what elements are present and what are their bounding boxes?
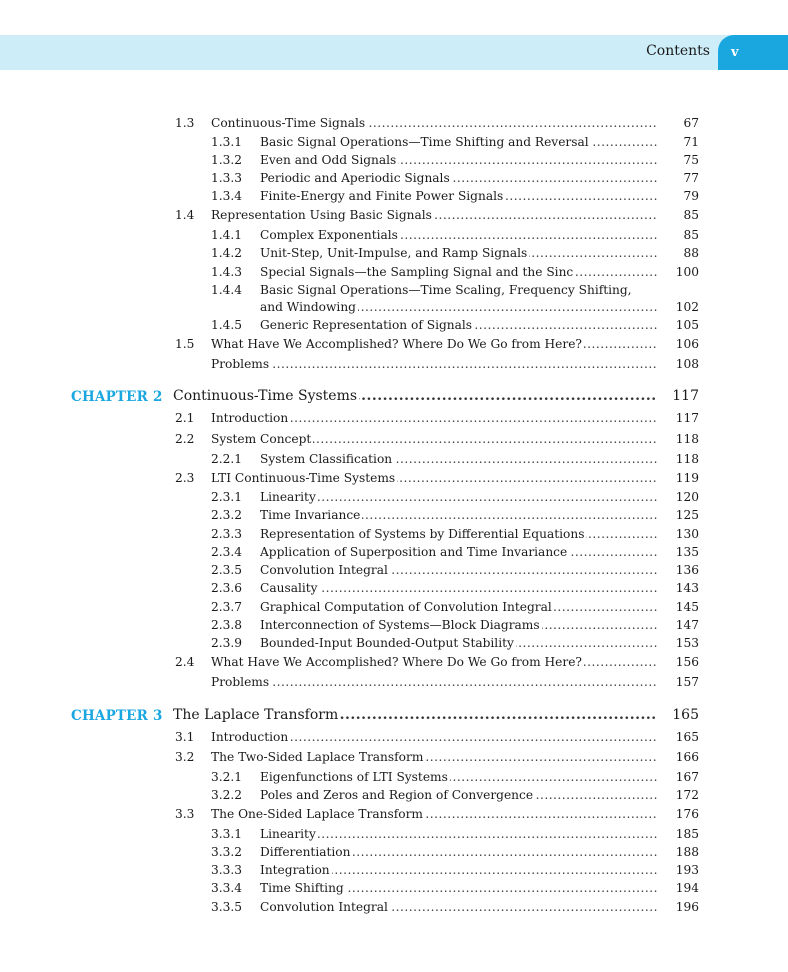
toc-entry-number: 1.3 (175, 116, 195, 130)
toc-entry[interactable] (211, 171, 699, 185)
toc-entry-page: 130 (657, 527, 699, 541)
toc-entry[interactable] (211, 770, 699, 784)
toc-entry-number: 3.2.1 (211, 770, 243, 784)
toc-entry-title: The Two-Sided Laplace Transform (211, 750, 424, 764)
toc-entry[interactable] (211, 563, 699, 577)
toc-entry[interactable] (211, 863, 699, 877)
toc-entry-page: 153 (657, 636, 699, 650)
toc-entry-title: Problems (211, 357, 270, 371)
toc-entry-title: Linearity (260, 827, 316, 841)
toc-entry-number: 1.3.1 (211, 135, 243, 149)
toc-entry-page: 77 (657, 171, 699, 185)
toc-entry-number: 3.3.1 (211, 827, 243, 841)
toc-entry-title: Interconnection of Systems—Block Diagrams (260, 618, 540, 632)
toc-entry-title: Periodic and Aperiodic Signals (260, 171, 450, 185)
toc-entry-page: 125 (657, 508, 699, 522)
toc-entry-title: Causality (260, 581, 318, 595)
toc-entry[interactable] (211, 581, 699, 595)
toc-entry[interactable] (211, 636, 699, 650)
toc-entry[interactable] (175, 655, 699, 669)
toc-entry-number: 1.4.2 (211, 246, 243, 260)
toc-entry-page: 136 (657, 563, 699, 577)
toc-entry-page: 118 (657, 432, 699, 446)
toc-entry-number: 2.2.1 (211, 452, 243, 466)
toc-entry-page: 118 (657, 452, 699, 466)
toc-entry-number: 3.2.2 (211, 788, 243, 802)
toc-entry-title: Bounded-Input Bounded-Output Stability (260, 636, 514, 650)
toc-entry-number: 3.3 (175, 807, 195, 821)
toc-entry-title: What Have We Accomplished? Where Do We Go from Here? (211, 655, 582, 669)
toc-entry-title: Continuous-Time Signals (211, 116, 366, 130)
toc-entry-title: Eigenfunctions of LTI Systems (260, 770, 448, 784)
toc-entry-page: 119 (657, 471, 699, 485)
toc-entry-title: Differentiation (260, 845, 351, 859)
toc-entry[interactable] (211, 545, 699, 559)
toc-entry-number: 2.3.8 (211, 618, 243, 632)
toc-entry-title: Introduction (211, 730, 289, 744)
toc-entry-title: What Have We Accomplished? Where Do We Go from Here? (211, 337, 582, 351)
toc-entry[interactable] (211, 527, 699, 541)
toc-entry[interactable] (211, 618, 699, 632)
toc-entry-page: 85 (657, 228, 699, 242)
toc-entry-title: The Laplace Transform (173, 707, 339, 723)
toc-entry-number: 1.3.2 (211, 153, 243, 167)
toc-entry[interactable] (211, 845, 699, 859)
toc-entry-title: Integration (260, 863, 330, 877)
chapter-label: CHAPTER 2 (71, 389, 163, 405)
toc-entry-number: 1.4.4 (211, 283, 243, 297)
toc-entry-page: 117 (657, 411, 699, 425)
toc-entry[interactable] (211, 600, 699, 614)
toc-entry-number: 2.3.9 (211, 636, 243, 650)
toc-entry[interactable] (211, 246, 699, 260)
toc-entry-page: 157 (657, 675, 699, 689)
toc-entry-page: 156 (657, 655, 699, 669)
toc-entry-number: 2.3 (175, 471, 195, 485)
toc-chapter-entry[interactable] (173, 707, 699, 723)
toc-entry-title: Continuous-Time Systems (173, 388, 358, 404)
toc-entry[interactable] (175, 750, 699, 764)
toc-entry-number: 1.4.3 (211, 265, 243, 279)
toc-entry-title: Representation Using Basic Signals (211, 208, 432, 222)
toc-entry-title: Linearity (260, 490, 316, 504)
toc-entry[interactable] (211, 827, 699, 841)
toc-entry-title: Introduction (211, 411, 289, 425)
toc-entry[interactable] (211, 153, 699, 167)
toc-entry[interactable] (211, 675, 699, 689)
toc-entry-number: 2.3.7 (211, 600, 243, 614)
toc-entry-number: 1.3.3 (211, 171, 243, 185)
toc-entry-number: 2.1 (175, 411, 195, 425)
toc-entry[interactable] (211, 283, 699, 297)
toc-entry-page: 102 (657, 300, 699, 314)
toc-entry-title: Unit-Step, Unit-Impulse, and Ramp Signals (260, 246, 528, 260)
toc-entry-page: 120 (657, 490, 699, 504)
toc-entry-title: Convolution Integral (260, 900, 388, 914)
toc-entry[interactable] (211, 508, 699, 522)
toc-entry-page: 167 (657, 770, 699, 784)
toc-entry[interactable] (260, 300, 699, 314)
toc-entry-page: 185 (657, 827, 699, 841)
running-header-title: Contents (646, 43, 710, 59)
toc-entry[interactable] (175, 730, 699, 744)
toc-entry-page: 165 (657, 730, 699, 744)
toc-entry-title: System Classification (260, 452, 393, 466)
toc-entry-title: LTI Continuous-Time Systems (211, 471, 396, 485)
toc-entry-number: 2.2 (175, 432, 195, 446)
toc-entry-title: Poles and Zeros and Region of Convergence (260, 788, 534, 802)
toc-entry-number: 2.3.1 (211, 490, 243, 504)
toc-entry-page: 85 (657, 208, 699, 222)
toc-entry-title: Representation of Systems by Differential Equations (260, 527, 585, 541)
toc-entry-page: 166 (657, 750, 699, 764)
toc-entry[interactable] (175, 116, 699, 130)
toc-entry-title: Time Invariance (260, 508, 361, 522)
toc-entry-title: Finite-Energy and Finite Power Signals (260, 189, 504, 203)
toc-entry-title: System Concept (211, 432, 312, 446)
toc-entry[interactable] (211, 318, 699, 332)
toc-entry-title: Convolution Integral (260, 563, 388, 577)
toc-entry-title: The One-Sided Laplace Transform (211, 807, 423, 821)
toc-entry[interactable] (211, 881, 699, 895)
toc-entry-number: 2.3.4 (211, 545, 243, 559)
toc-entry[interactable] (211, 490, 699, 504)
toc-entry[interactable] (211, 452, 699, 466)
toc-entry-title: and Windowing (260, 300, 356, 314)
toc-entry-title: Even and Odd Signals (260, 153, 397, 167)
toc-entry-page: 176 (657, 807, 699, 821)
toc-entry-number: 1.4.5 (211, 318, 243, 332)
toc-entry-page: 193 (657, 863, 699, 877)
toc-entry[interactable] (211, 788, 699, 802)
toc-entry-page: 75 (657, 153, 699, 167)
toc-entry-page: 147 (657, 618, 699, 632)
toc-entry[interactable] (211, 228, 699, 242)
toc-entry-number: 1.3.4 (211, 189, 243, 203)
toc-entry-page: 71 (657, 135, 699, 149)
toc-entry-number: 2.3.5 (211, 563, 243, 577)
toc-entry[interactable] (211, 189, 699, 203)
toc-entry-number: 3.3.2 (211, 845, 243, 859)
toc-entry-page: 117 (657, 388, 699, 404)
toc-entry-title: Application of Superposition and Time Invariance (260, 545, 568, 559)
toc-entry-page: 172 (657, 788, 699, 802)
toc-entry-title: Special Signals—the Sampling Signal and the Sinc (260, 265, 574, 279)
toc-entry-number: 2.4 (175, 655, 195, 669)
toc-entry-number: 2.3.6 (211, 581, 243, 595)
toc-entry-page: 196 (657, 900, 699, 914)
toc-entry-number: 2.3.3 (211, 527, 243, 541)
toc-entry[interactable] (175, 337, 699, 351)
toc-entry-number: 1.5 (175, 337, 195, 351)
toc-entry[interactable] (211, 357, 699, 371)
toc-entry-page: 188 (657, 845, 699, 859)
toc-entry-page: 106 (657, 337, 699, 351)
toc-entry-page: 67 (657, 116, 699, 130)
page-number-tab: v (718, 35, 788, 70)
toc-entry[interactable] (175, 208, 699, 222)
toc-entry-page: 105 (657, 318, 699, 332)
toc-entry-page: 135 (657, 545, 699, 559)
toc-entry[interactable] (211, 135, 699, 149)
toc-entry-number: 3.3.5 (211, 900, 243, 914)
toc-entry-page: 100 (657, 265, 699, 279)
toc-entry[interactable] (175, 471, 699, 485)
toc-entry-number: 3.3.4 (211, 881, 243, 895)
toc-entry-page: 194 (657, 881, 699, 895)
toc-entry[interactable] (211, 900, 699, 914)
toc-entry-number: 1.4.1 (211, 228, 243, 242)
toc-entry-page: 108 (657, 357, 699, 371)
toc-entry-title: Time Shifting (260, 881, 344, 895)
toc-chapter-entry[interactable] (173, 388, 699, 404)
toc-entry-page: 88 (657, 246, 699, 260)
toc-entry-title: Generic Representation of Signals (260, 318, 473, 332)
toc-entry-page: 143 (657, 581, 699, 595)
toc-entry[interactable] (175, 432, 699, 446)
toc-entry[interactable] (175, 807, 699, 821)
toc-entry-title: Basic Signal Operations—Time Shifting and Reversal (260, 135, 589, 149)
toc-entry-number: 2.3.2 (211, 508, 243, 522)
toc-entry[interactable] (211, 265, 699, 279)
chapter-label: CHAPTER 3 (71, 708, 163, 724)
toc-entry-title: Basic Signal Operations—Time Scaling, Frequency Shifting, (260, 283, 632, 297)
toc-entry-page: 145 (657, 600, 699, 614)
toc-entry-page: 79 (657, 189, 699, 203)
toc-entry-number: 3.3.3 (211, 863, 243, 877)
toc-entry-title: Problems (211, 675, 270, 689)
toc-entry-number: 3.2 (175, 750, 195, 764)
toc-entry-number: 1.4 (175, 208, 195, 222)
toc-entry-title: Graphical Computation of Convolution Integral (260, 600, 552, 614)
toc-entry-title: Complex Exponentials (260, 228, 398, 242)
toc-entry-page: 165 (657, 707, 699, 723)
toc-entry[interactable] (175, 411, 699, 425)
toc-entry-number: 3.1 (175, 730, 195, 744)
